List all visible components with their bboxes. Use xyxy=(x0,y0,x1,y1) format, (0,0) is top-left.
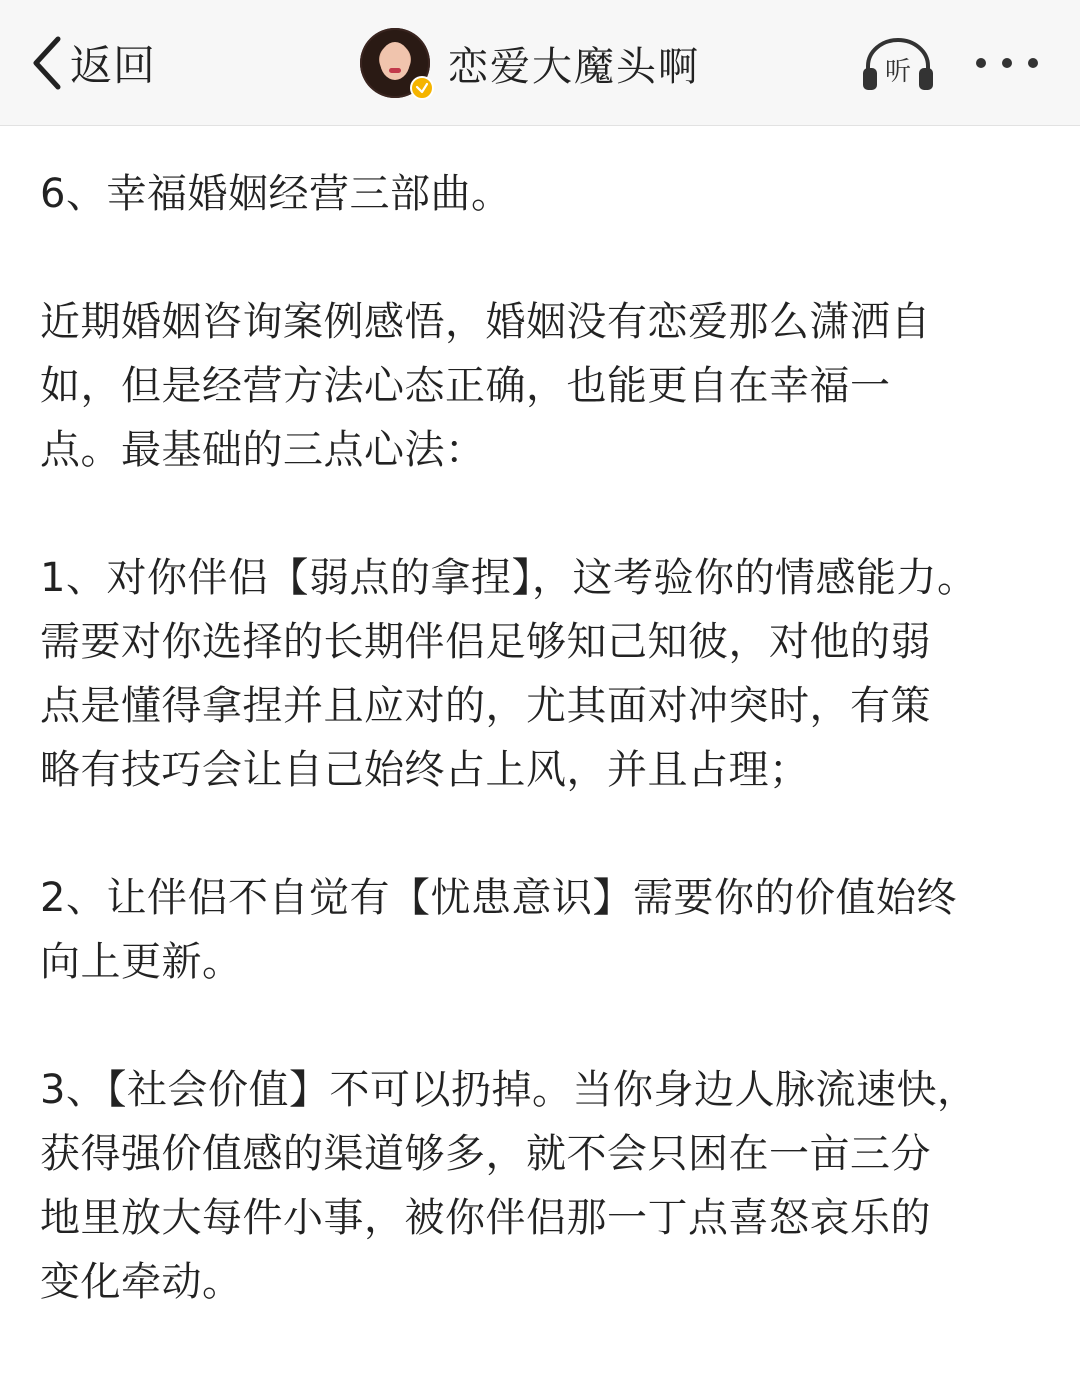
author-profile[interactable] xyxy=(360,26,700,100)
back-button[interactable] xyxy=(30,30,156,96)
listen-headphones-icon xyxy=(860,34,936,94)
back-label: 返回 xyxy=(70,41,157,90)
listen-button[interactable] xyxy=(860,34,936,94)
more-options-button[interactable] xyxy=(972,46,1042,80)
post-paragraph-3: 1、对你伴侣【弱点的拿捏】，这考验你的情感能力。 需要对你选择的长期伴侣足够知己知彼，对他的弱 点是懂得拿捏并且应对的，尤其面对冲突时，有策 略有技巧会让自己始终占上风，并且占理； xyxy=(40,555,978,793)
author-username[interactable]: 恋爱大魔头啊 xyxy=(448,43,700,90)
top-navigation-bar xyxy=(0,0,1080,126)
post-paragraph-2: 近期婚姻咨询案例感悟，婚姻没有恋爱那么潇洒自 如，但是经营方法心态正确，也能更自在幸福一 点。最基础的三点心法： xyxy=(40,299,931,473)
post-paragraph-5: 3、【社会价值】不可以扔掉。当你身边人脉流速快， 获得强价值感的渠道够多，就不会只困在一亩三分 地里放大每件小事，被你伴侣那一丁点喜怒哀乐的 变化牵动。 xyxy=(40,1067,978,1305)
chevron-left-icon xyxy=(30,35,64,91)
avatar-lips xyxy=(389,68,401,73)
post-paragraph-1: 6、幸福婚姻经营三部曲。 xyxy=(40,171,512,217)
svg-text:听: 听 xyxy=(884,57,912,87)
verified-badge-icon xyxy=(410,76,434,100)
more-dots-icon xyxy=(972,46,1042,80)
avatar-face xyxy=(380,42,410,80)
avatar[interactable] xyxy=(360,28,430,98)
post-paragraph-4: 2、让伴侣不自觉有【忧患意识】需要你的价值始终 向上更新。 xyxy=(40,875,957,985)
post-body xyxy=(40,162,1040,1378)
